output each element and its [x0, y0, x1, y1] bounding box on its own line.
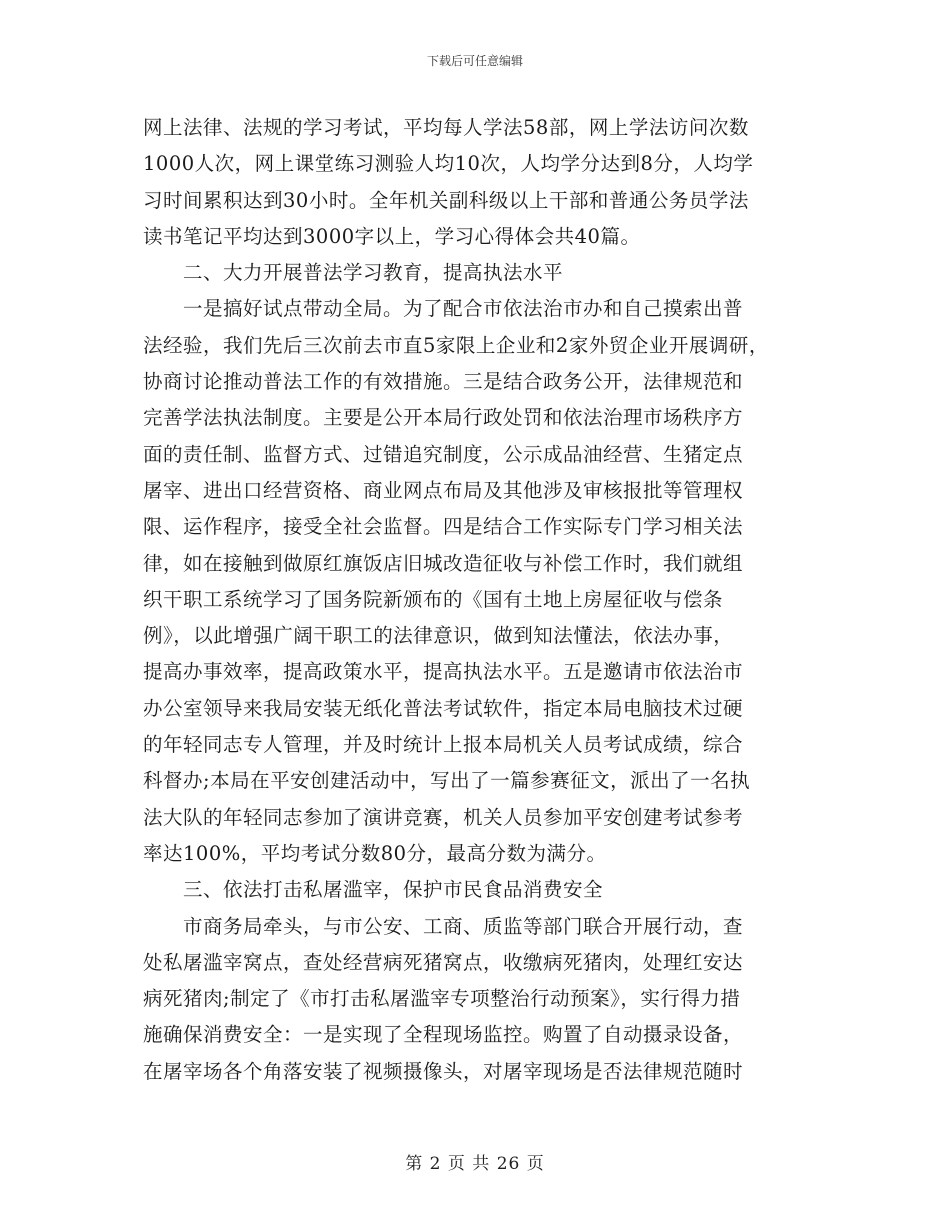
text-line: 协商讨论推动普法工作的有效措施。三是结合政务公开，法律规范和 — [143, 370, 744, 394]
text-line: 办公室领导来我局安装无纸化普法考试软件，指定本局电脑技术过硬 — [143, 696, 744, 720]
text-line: 网上法律、法规的学习考试，平均每人学法58部，网上学法访问次数 — [143, 116, 749, 139]
document-body — [143, 110, 813, 1090]
text-line: 病死猪肉;制定了《市打击私屠滥宰专项整治行动预案》，实行得力措 — [143, 987, 741, 1011]
text-line: 律，如在接触到做原红旗饭店旧城改造征收与补偿工作时，我们就组 — [143, 551, 744, 575]
text-line: 三、依法打击私屠滥宰，保护市民食品消费安全 — [183, 878, 604, 902]
page-header: 下载后可任意编辑 — [426, 54, 523, 68]
text-line: 处私屠滥宰窝点，查处经营病死猪窝点，收缴病死猪肉，处理红安达 — [143, 950, 744, 974]
text-line: 法大队的年轻同志参加了演讲竞赛，机关人员参加平安创建考试参考 — [143, 805, 744, 829]
text-line: 面的责任制、监督方式、过错追究制度，公示成品油经营、生猪定点 — [143, 442, 744, 466]
text-line: 法经验，我们先后三次前去市直5家限上企业和2家外贸企业开展调研， — [143, 333, 769, 357]
text-line: 读书笔记平均达到3000字以上，学习心得体会共40篇。 — [143, 224, 641, 248]
text-line: 市商务局牵头，与市公安、工商、质监等部门联合开展行动，查 — [183, 914, 744, 938]
text-line: 织干职工系统学习了国务院新颁布的《国有土地上房屋征收与偿条 — [143, 587, 724, 611]
text-line: 二、大力开展普法学习教育，提高执法水平 — [183, 261, 564, 285]
text-line: 科督办;本局在平安创建活动中，写出了一篇参赛征文，派出了一名执 — [143, 769, 751, 793]
text-line: 习时间累积达到30小时。全年机关副科级以上干部和普通公务员学法 — [143, 188, 749, 212]
text-line: 一是搞好试点带动全局。为了配合市依法治市办和自己摸索出普 — [183, 297, 744, 321]
text-line: 例》，以此增强广阔干职工的法律意识，做到知法懂法，依法办事， — [143, 624, 734, 648]
text-line: 施确保消费安全：一是实现了全程现场监控。购置了自动摄录设备， — [143, 1023, 744, 1047]
text-line: 1000人次，网上课堂练习测验人均10次，人均学分达到8分，人均学 — [143, 152, 754, 176]
text-line: 在屠宰场各个角落安装了视频摄像头，对屠宰现场是否法律规范随时 — [143, 1059, 744, 1083]
text-line: 屠宰、进出口经营资格、商业网点布局及其他涉及审核报批等管理权 — [143, 478, 744, 502]
text-line: 率达100%，平均考试分数80分，最高分数为满分。 — [143, 841, 607, 865]
text-line: 限、运作程序，接受全社会监督。四是结合工作实际专门学习相关法 — [143, 515, 744, 539]
text-line: 的年轻同志专人管理，并及时统计上报本局机关人员考试成绩，综合 — [143, 733, 744, 757]
text-line: 提高办事效率，提高政策水平，提高执法水平。五是邀请市依法治市 — [143, 660, 744, 684]
page-footer: 第 2 页 共 26 页 — [405, 1154, 545, 1174]
text-line: 完善学法执法制度。主要是公开本局行政处罚和依法治理市场秩序方 — [143, 406, 744, 430]
